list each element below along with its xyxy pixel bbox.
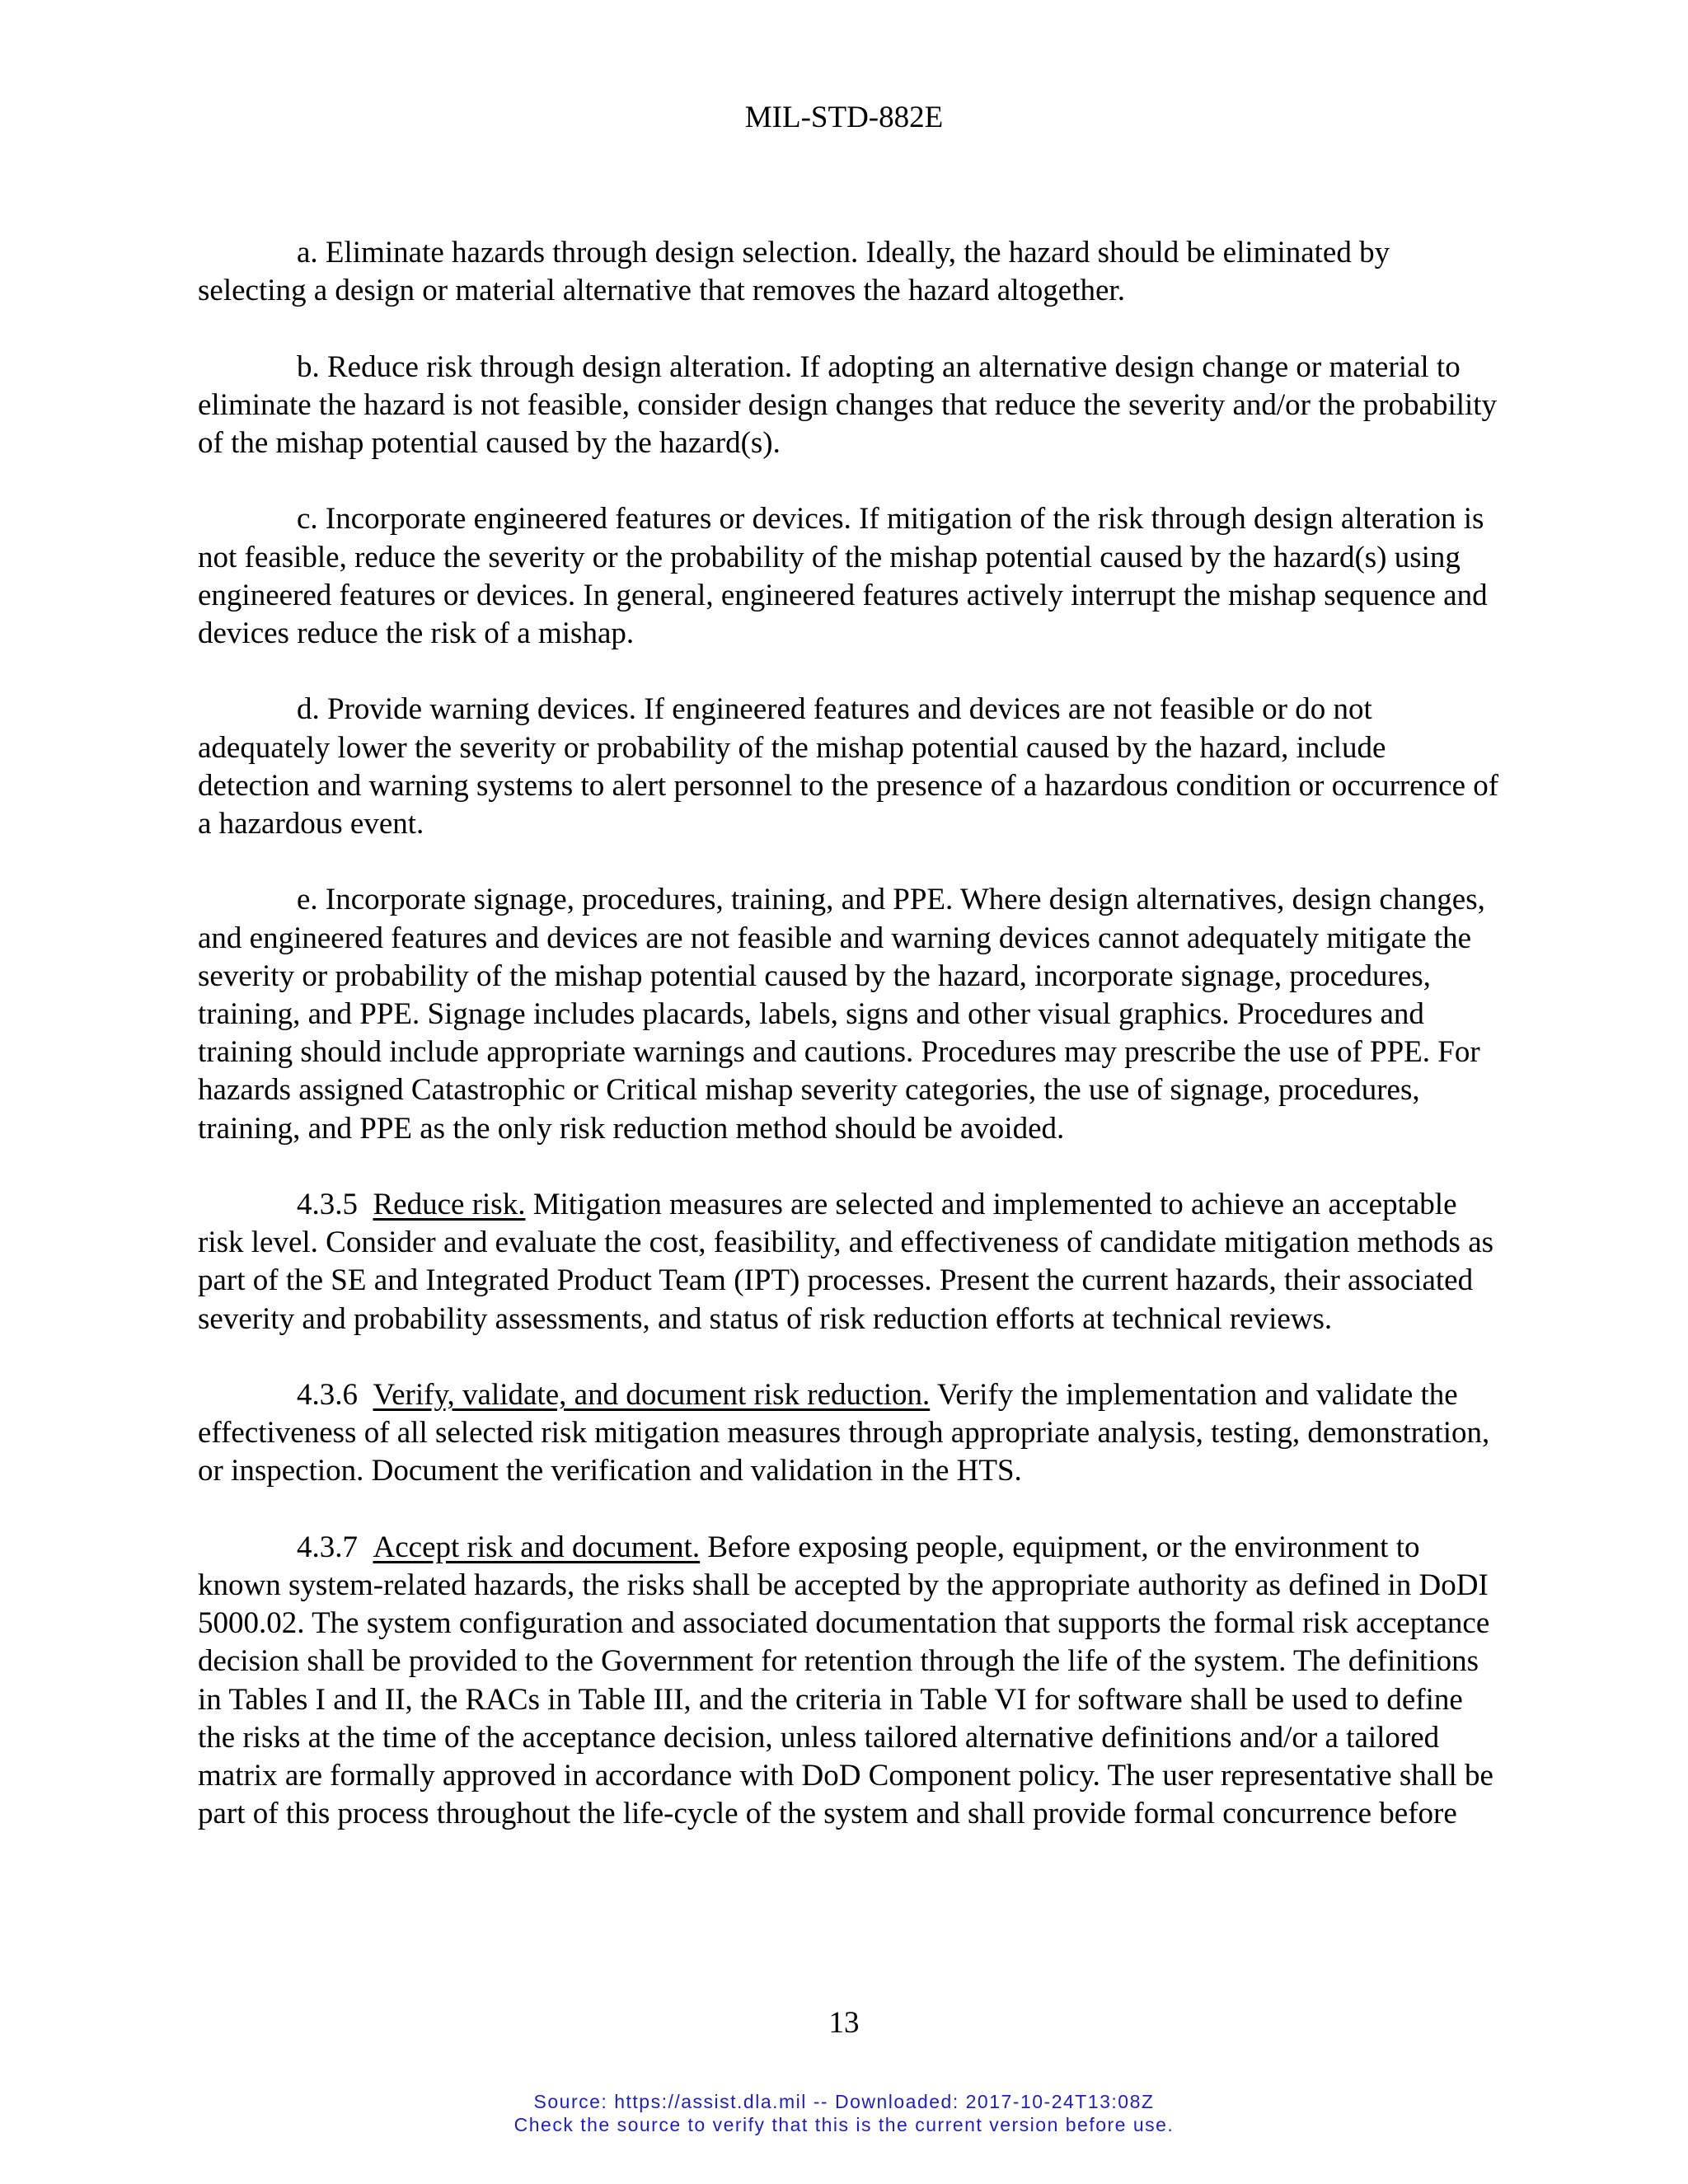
section-number: 4.3.6 — [297, 1378, 358, 1412]
page-number: 13 — [828, 2006, 860, 2040]
paragraph-d-body: If engineered features and devices are not feasible or do not adequately lower the severity or probability of the mishap potential caused by the hazard, include detection and warning systems to alert personnel to the presence of a hazardous condition or occurrence of a hazardous event. — [198, 692, 1499, 841]
source-line: Source: https://assist.dla.mil -- Downloaded: 2017-10-24T13:08Z — [533, 2091, 1155, 2112]
source-notice — [0, 2090, 1688, 2136]
paragraph-c-lead: c. Incorporate engineered features or devices. — [297, 502, 851, 537]
paragraph-a — [198, 234, 1500, 310]
section-body: Before exposing people, equipment, or the environment to known system-related hazards, the risks shall be accepted by the appropriate authority as defined in DoDI 5000.02. The system configuration and associated documentation that supports the formal risk acceptance decision shall be provided to the Government for retention through the life of the system. The definitions in Tables I and II, the RACs in Table III, and the criteria in Table VI for software shall be used to define the risks at the time of the acceptance decision, unless tailored alternative definitions and/or a tailored matrix are formally approved in accordance with DoD Component policy. The user representative shall be part of this process throughout the life-cycle of the system and shall provide formal concurrence before — [198, 1530, 1493, 1831]
paragraph-d-lead: d. Provide warning devices. — [297, 692, 637, 727]
paragraph-e-lead: e. Incorporate signage, procedures, training, and PPE. — [297, 883, 954, 917]
section-body: Mitigation measures are selected and implemented to achieve an acceptable risk level. Consider and evaluate the cost, feasibility, and effectiveness of candidate mitigation methods as part of the SE and Integrated Product Team (IPT) processes. Present the current hazards, their associated severity and probability assessments, and status of risk reduction efforts at technical reviews. — [198, 1188, 1494, 1336]
section-heading: Verify, validate, and document risk reduction. — [373, 1378, 931, 1412]
paragraph-e — [198, 881, 1500, 1147]
section-number: 4.3.5 — [297, 1188, 358, 1221]
section-4-3-6 — [198, 1376, 1500, 1491]
section-4-3-7 — [198, 1529, 1500, 1834]
paragraph-e-body: Where design alternatives, design changes, and engineered features and devices are not feasible and warning devices cannot adequately mitigate the severity or probability of the mishap potential caused by the hazard, incorporate signage, procedures, training, and PPE. Signage includes placards, labels, signs and other visual graphics. Procedures and training should include appropriate warnings and cautions. Procedures may prescribe the use of PPE. For hazards assigned Catastrophic or Critical mishap severity categories, the use of signage, procedures, training, and PPE as the only risk reduction method should be avoided. — [198, 883, 1485, 1146]
section-4-3-5 — [198, 1186, 1500, 1338]
paragraph-c — [198, 500, 1500, 653]
paragraph-b-lead: b. Reduce risk through design alteration. — [297, 349, 793, 384]
paragraph-b — [198, 349, 1500, 463]
check-source-line: Check the source to verify that this is the current version before use. — [513, 2114, 1175, 2135]
section-heading: Reduce risk. — [373, 1188, 526, 1221]
paragraph-b-body: If adopting an alternative design change or material to eliminate the hazard is not feasible, consider design changes that reduce the severity and/or the probability of the mishap potential caused by the hazard(s). — [198, 349, 1498, 460]
paragraph-a-body: Ideally, the hazard should be eliminated by selecting a design or material alternative that removes the hazard altogether. — [198, 236, 1390, 308]
paragraph-d — [198, 691, 1500, 843]
section-number: 4.3.7 — [297, 1530, 358, 1564]
paragraph-c-body: If mitigation of the risk through design alteration is not feasible, reduce the severity or the probability of the mishap potential caused by the hazard(s) using engineered features or devices. In general, engineered features actively interrupt the mishap sequence and devices reduce the risk of a mishap. — [198, 502, 1488, 650]
document-body — [198, 234, 1500, 1833]
paragraph-a-lead: a. Eliminate hazards through design selection. — [297, 236, 859, 269]
section-body: Verify the implementation and validate the effectiveness of all selected risk mitigation measures through appropriate analysis, testing, demonstration, or inspection. Document the verification and validation in the HTS. — [198, 1378, 1490, 1488]
section-heading: Accept risk and document. — [373, 1530, 701, 1564]
page-header: MIL-STD-882E — [744, 101, 944, 134]
